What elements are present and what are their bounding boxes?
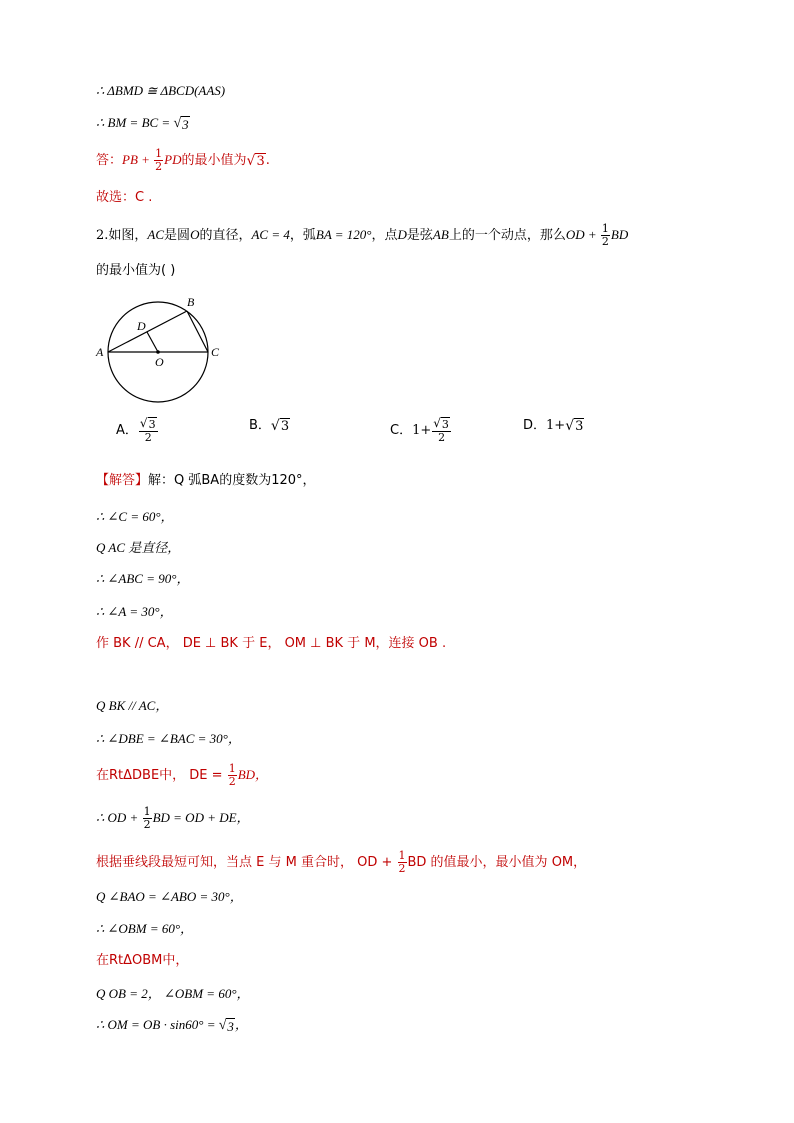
congruence-line: ∴ ΔBMD ≅ ΔBCD(AAS): [96, 83, 226, 98]
circle-figure: [92, 294, 226, 404]
bm-prefix: ∴ BM = BC =: [96, 115, 174, 130]
problem-text: ，弧: [289, 228, 316, 243]
problem-text: 上的一个动点，那么: [448, 228, 566, 243]
choice-b-sqrt: √ 3: [270, 417, 290, 434]
problem-math: OD +: [565, 227, 600, 242]
answer-expr1: PB +: [122, 152, 154, 167]
label-d: D: [137, 319, 146, 333]
s9-prefix: 在RtΔDBE中， DE =: [96, 768, 227, 783]
problem-fraction: $\frac{1}{2}$: [601, 222, 609, 248]
choose-line: 故选：C .: [96, 190, 153, 205]
problem-2-line-1: [96, 223, 628, 248]
s9-fraction: $\frac{1}{2}$: [228, 762, 236, 788]
problem-text: 如图，: [108, 228, 148, 243]
choice-b-label: B．: [249, 418, 271, 433]
solution-line-9: [96, 763, 268, 788]
problem-text: ，点: [371, 228, 398, 243]
problem-text: 是弦: [406, 228, 433, 243]
chord-bc: [187, 311, 208, 352]
problem-math: AC: [147, 227, 165, 242]
label-a: A: [96, 345, 104, 359]
problem-math: BA = 120°: [315, 227, 372, 242]
center-point: [156, 350, 160, 354]
solution-line-4: ∴ ∠ABC = 90°，: [96, 571, 190, 586]
chord-ab: [108, 311, 187, 352]
problem-math: BD: [610, 227, 629, 242]
solution-line-1: [96, 472, 316, 490]
solution-line-7: Q BK // AC，: [96, 698, 169, 713]
label-o: O: [155, 355, 164, 369]
choice-a-label: A．: [116, 423, 138, 438]
solution-line-15: Q OB = 2， ∠OBM = 60°，: [96, 986, 250, 1001]
solution-text: 解：Q 弧BA的度数为120°，: [148, 473, 316, 488]
solution-line-12: Q ∠BAO = ∠ABO = 30°，: [96, 889, 243, 904]
problem-text: 的直径，: [199, 228, 252, 243]
solution-construction-line: 作 BK // CA， DE ⊥ BK 于 E， OM ⊥ BK 于 M，连接 OB .: [96, 636, 447, 651]
answer-label: 答：: [96, 153, 123, 168]
s10-fraction: $\frac{1}{2}$: [143, 805, 151, 831]
s10-suffix: BD = OD + DE，: [152, 810, 250, 825]
choice-d-prefix: 1+: [546, 418, 566, 433]
answer-expr2: PD: [164, 152, 182, 167]
choice-a-fraction: √ 3 2: [139, 416, 156, 444]
answer-fraction: $\frac{1}{2}$: [155, 147, 163, 173]
s10-prefix: ∴ OD +: [96, 810, 142, 825]
choice-b: [249, 417, 290, 435]
sqrt-3: √ 3: [173, 116, 189, 133]
solution-line-16: [96, 1016, 248, 1034]
solution-line-13: ∴ ∠OBM = 60°，: [96, 921, 194, 936]
choice-c-label: C．: [390, 423, 413, 438]
s11-fraction: $\frac{1}{2}$: [398, 849, 406, 875]
problem-math: O: [190, 227, 200, 242]
solution-line-3: Q AC 是直径，: [96, 540, 181, 555]
choice-c-prefix: 1+: [412, 423, 432, 438]
segment-od: [147, 332, 158, 352]
answer-text: 的最小值为: [181, 153, 247, 168]
problem-math: D: [397, 227, 407, 242]
choice-d: [523, 417, 584, 435]
solution-line-10: [96, 806, 250, 831]
s11-suffix: BD 的值最小，最小值为 OM，: [407, 855, 587, 870]
solution-line-8: ∴ ∠DBE = ∠BAC = 30°，: [96, 731, 241, 746]
solution-tag: 【解答】: [96, 473, 149, 488]
solution-line-14: 在RtΔOBM中，: [96, 953, 189, 968]
solution-line-2: ∴ ∠C = 60°，: [96, 509, 174, 524]
bm-equals-bc-line: [96, 114, 190, 132]
s11-prefix: 根据垂线段最短可知，当点 E 与 M 重合时， OD +: [96, 855, 397, 870]
label-c: C: [211, 345, 220, 359]
choice-a: [116, 417, 159, 444]
choice-c: [390, 417, 452, 444]
s16-prefix: ∴ OM = OB · sin60° =: [96, 1017, 219, 1032]
problem-math: AB: [432, 227, 449, 242]
problem-math: AC = 4: [251, 227, 290, 242]
s9-suffix: BD，: [237, 767, 269, 782]
answer-sqrt: √ 3: [246, 152, 265, 169]
s16-sqrt: √ 3: [218, 1018, 234, 1035]
problem-text: 是圆: [164, 228, 191, 243]
s16-suffix: ，: [234, 1017, 248, 1032]
solution-line-5: ∴ ∠A = 30°，: [96, 604, 173, 619]
choice-c-fraction: √ 3 2: [433, 416, 449, 444]
problem-2-line-2: 的最小值为( ): [96, 263, 176, 278]
choice-d-sqrt: √ 3: [565, 417, 584, 434]
solution-line-11: [96, 850, 586, 875]
problem-number: 2.: [96, 228, 109, 243]
answer-line: [96, 148, 270, 173]
answer-end: .: [265, 153, 270, 168]
choice-d-label: D．: [523, 418, 547, 433]
label-b: B: [187, 295, 195, 309]
